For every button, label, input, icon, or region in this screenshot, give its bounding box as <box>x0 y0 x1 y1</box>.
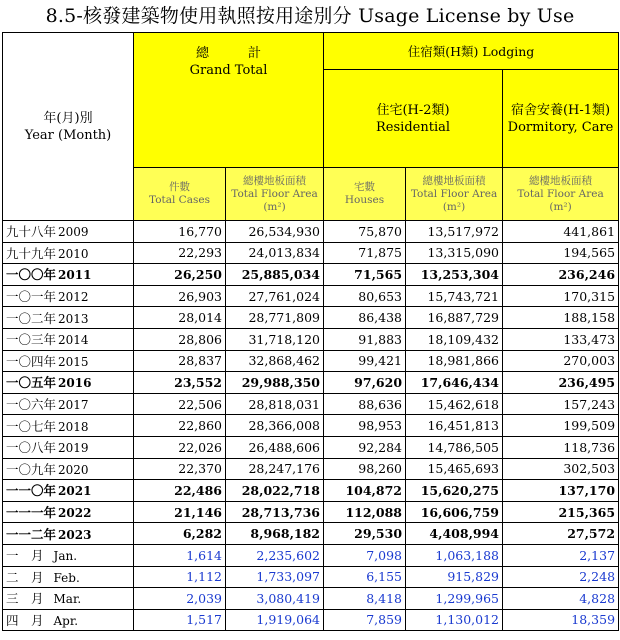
dormitory-zh: 宿舍安養(H-1類) <box>510 102 611 118</box>
row-label-zh: 一〇二年 <box>6 310 57 326</box>
cell-dorm-area: 18,359 <box>503 609 619 631</box>
row-label <box>3 393 134 415</box>
table-row <box>3 588 619 610</box>
grand-total-en: Grand Total <box>189 63 268 78</box>
cell-res-area: 16,451,813 <box>406 415 503 437</box>
row-label-zh: 九十九年 <box>6 245 57 261</box>
dormitory-header <box>503 70 619 168</box>
grand-total-zh: 總 計 <box>196 46 262 61</box>
dormitory-en: Dormitory, Care <box>507 119 614 135</box>
cell-res-area: 16,606,759 <box>406 501 503 523</box>
row-label-en: 2016 <box>58 376 92 391</box>
table-row <box>3 372 619 394</box>
cell-dorm-area: 4,828 <box>503 588 619 610</box>
cell-houses: 99,421 <box>324 350 406 372</box>
row-label <box>3 458 134 480</box>
cell-area: 28,818,031 <box>226 393 324 415</box>
cell-cases: 22,370 <box>134 458 226 480</box>
row-label-en: 2009 <box>58 225 89 240</box>
cell-houses: 91,883 <box>324 328 406 350</box>
cell-houses: 97,620 <box>324 372 406 394</box>
row-label-zh: 九十八年 <box>6 224 57 240</box>
row-label-zh: 一〇六年 <box>6 397 57 413</box>
cell-houses: 104,872 <box>324 480 406 502</box>
cell-houses: 8,418 <box>324 588 406 610</box>
table-row <box>3 544 619 566</box>
dorm-area-header <box>503 168 619 221</box>
dorm-area-en: Total Floor Area <box>517 187 604 200</box>
row-label <box>3 372 134 394</box>
cell-area: 25,885,034 <box>226 264 324 286</box>
res-area-en: Total Floor Area <box>410 187 498 200</box>
cell-dorm-area: 194,565 <box>503 242 619 264</box>
cell-area: 2,235,602 <box>226 544 324 566</box>
cell-dorm-area: 133,473 <box>503 328 619 350</box>
cell-area: 3,080,419 <box>226 588 324 610</box>
cell-area: 27,761,024 <box>226 285 324 307</box>
cell-dorm-area: 199,509 <box>503 415 619 437</box>
cell-res-area: 1,299,965 <box>406 588 503 610</box>
cell-cases: 26,250 <box>134 264 226 286</box>
row-label-en: 2011 <box>58 268 92 283</box>
cell-cases: 1,517 <box>134 609 226 631</box>
row-label-zh: 一一二年 <box>6 526 57 542</box>
cell-area: 32,868,462 <box>226 350 324 372</box>
table-row <box>3 480 619 502</box>
row-label-en: 2018 <box>58 419 89 434</box>
cell-res-area: 15,465,693 <box>406 458 503 480</box>
cell-dorm-area: 137,170 <box>503 480 619 502</box>
cell-houses: 75,870 <box>324 221 406 243</box>
cell-dorm-area: 302,503 <box>503 458 619 480</box>
cell-area: 28,022,718 <box>226 480 324 502</box>
area-en: Total Floor Area <box>231 187 318 200</box>
table-row <box>3 566 619 588</box>
row-label <box>3 501 134 523</box>
cell-cases: 23,552 <box>134 372 226 394</box>
cell-res-area: 16,887,729 <box>406 307 503 329</box>
lodging-header: 住宿類(H類) Lodging <box>324 33 619 70</box>
table-row <box>3 264 619 286</box>
row-label-zh: 三 月 <box>6 591 44 607</box>
cell-res-area: 13,253,304 <box>406 264 503 286</box>
cases-en: Total Cases <box>149 194 210 206</box>
residential-en: Residential <box>376 119 451 135</box>
row-label <box>3 544 134 566</box>
cell-area: 26,488,606 <box>226 436 324 458</box>
year-header <box>3 33 134 221</box>
area-header <box>226 168 324 221</box>
cell-res-area: 1,063,188 <box>406 544 503 566</box>
row-label-en: 2012 <box>58 290 89 305</box>
page-title: 8.5-核發建築物使用執照按用途別分 Usage License by Use <box>45 5 575 27</box>
cell-houses: 98,260 <box>324 458 406 480</box>
cell-houses: 86,438 <box>324 307 406 329</box>
row-label-en: Mar. <box>53 592 82 607</box>
cell-cases: 6,282 <box>134 523 226 545</box>
cell-houses: 71,875 <box>324 242 406 264</box>
row-label <box>3 264 134 286</box>
table-row <box>3 436 619 458</box>
cell-dorm-area: 188,158 <box>503 307 619 329</box>
row-label-zh: 一一一年 <box>6 505 57 521</box>
table-row <box>3 523 619 545</box>
cell-cases: 22,860 <box>134 415 226 437</box>
cell-cases: 22,486 <box>134 480 226 502</box>
houses-header <box>324 168 406 221</box>
cell-cases: 16,770 <box>134 221 226 243</box>
row-label-zh: 一〇五年 <box>6 375 57 391</box>
cell-area: 1,919,064 <box>226 609 324 631</box>
cell-dorm-area: 236,246 <box>503 264 619 286</box>
cell-res-area: 14,786,505 <box>406 436 503 458</box>
cell-dorm-area: 170,315 <box>503 285 619 307</box>
cell-cases: 28,806 <box>134 328 226 350</box>
row-label-en: Apr. <box>53 613 79 628</box>
row-label-en: 2022 <box>58 506 92 521</box>
row-label <box>3 221 134 243</box>
cell-area: 29,988,350 <box>226 372 324 394</box>
cell-dorm-area: 270,003 <box>503 350 619 372</box>
row-label <box>3 415 134 437</box>
cell-res-area: 13,517,972 <box>406 221 503 243</box>
row-label-zh: 一〇四年 <box>6 353 57 369</box>
cell-res-area: 1,130,012 <box>406 609 503 631</box>
row-label-en: Feb. <box>53 570 80 585</box>
houses-zh: 宅數 <box>354 181 376 193</box>
cell-dorm-area: 236,495 <box>503 372 619 394</box>
res-area-zh: 總樓地板面積 <box>422 174 486 187</box>
row-label-zh: 一〇七年 <box>6 418 57 434</box>
row-label <box>3 566 134 588</box>
cell-res-area: 18,981,866 <box>406 350 503 372</box>
row-label-zh: 一〇一年 <box>6 289 57 305</box>
residential-header <box>324 70 503 168</box>
cell-cases: 22,506 <box>134 393 226 415</box>
row-label-en: 2013 <box>58 311 89 326</box>
cell-houses: 112,088 <box>324 501 406 523</box>
cell-area: 28,771,809 <box>226 307 324 329</box>
table-row <box>3 458 619 480</box>
cell-res-area: 4,408,994 <box>406 523 503 545</box>
cell-area: 8,968,182 <box>226 523 324 545</box>
cell-area: 28,247,176 <box>226 458 324 480</box>
table-row <box>3 609 619 631</box>
cell-res-area: 13,315,090 <box>406 242 503 264</box>
cell-cases: 2,039 <box>134 588 226 610</box>
cell-area: 28,713,736 <box>226 501 324 523</box>
row-label-en: 2017 <box>58 398 89 413</box>
cell-dorm-area: 27,572 <box>503 523 619 545</box>
table-row <box>3 242 619 264</box>
cell-dorm-area: 2,248 <box>503 566 619 588</box>
row-label <box>3 242 134 264</box>
residential-zh: 住宅(H-2類) <box>376 102 450 118</box>
cell-res-area: 915,829 <box>406 566 503 588</box>
row-label <box>3 480 134 502</box>
row-label-zh: 一一〇年 <box>6 483 57 499</box>
cell-res-area: 15,620,275 <box>406 480 503 502</box>
row-label-en: Jan. <box>53 549 78 564</box>
cell-res-area: 15,743,721 <box>406 285 503 307</box>
cell-cases: 21,146 <box>134 501 226 523</box>
houses-en: Houses <box>344 194 385 206</box>
dorm-area-unit: (m²) <box>549 200 572 213</box>
cell-houses: 7,098 <box>324 544 406 566</box>
area-zh: 總樓地板面積 <box>243 174 306 187</box>
cell-dorm-area: 157,243 <box>503 393 619 415</box>
cell-houses: 6,155 <box>324 566 406 588</box>
table-row <box>3 415 619 437</box>
res-area-unit: (m²) <box>442 200 466 213</box>
cell-area: 28,366,008 <box>226 415 324 437</box>
row-label-en: 2014 <box>58 333 89 348</box>
cell-dorm-area: 2,137 <box>503 544 619 566</box>
cell-dorm-area: 441,861 <box>503 221 619 243</box>
row-label <box>3 588 134 610</box>
row-label-en: 2021 <box>58 484 92 499</box>
cell-area: 1,733,097 <box>226 566 324 588</box>
cell-houses: 71,565 <box>324 264 406 286</box>
row-label-zh: 一〇八年 <box>6 440 57 456</box>
cell-houses: 7,859 <box>324 609 406 631</box>
cell-dorm-area: 118,736 <box>503 436 619 458</box>
cell-cases: 1,614 <box>134 544 226 566</box>
cell-area: 24,013,834 <box>226 242 324 264</box>
table-row <box>3 307 619 329</box>
year-header-zh: 年(月)別 <box>43 110 93 126</box>
table-row <box>3 501 619 523</box>
row-label-en: 2015 <box>58 354 89 369</box>
cases-zh: 件數 <box>169 181 190 193</box>
cell-cases: 28,837 <box>134 350 226 372</box>
grand-total-header <box>134 33 324 168</box>
cell-houses: 98,953 <box>324 415 406 437</box>
year-header-en: Year (Month) <box>24 127 112 143</box>
row-label <box>3 523 134 545</box>
dorm-area-zh: 總樓地板面積 <box>529 174 593 187</box>
cell-cases: 26,903 <box>134 285 226 307</box>
cell-houses: 80,653 <box>324 285 406 307</box>
cell-cases: 22,293 <box>134 242 226 264</box>
table-row <box>3 285 619 307</box>
row-label <box>3 350 134 372</box>
usage-license-table <box>2 32 619 631</box>
row-label-en: 2010 <box>58 246 89 261</box>
cases-header <box>134 168 226 221</box>
row-label-en: 2023 <box>58 527 92 542</box>
cell-cases: 22,026 <box>134 436 226 458</box>
row-label <box>3 609 134 631</box>
row-label-zh: 一〇〇年 <box>6 267 57 283</box>
cell-area: 26,534,930 <box>226 221 324 243</box>
cell-cases: 28,014 <box>134 307 226 329</box>
cell-houses: 88,636 <box>324 393 406 415</box>
row-label <box>3 436 134 458</box>
row-label-zh: 一 月 <box>6 548 44 564</box>
row-label-zh: 一〇三年 <box>6 332 57 348</box>
cell-cases: 1,112 <box>134 566 226 588</box>
row-label-zh: 四 月 <box>6 612 44 628</box>
cell-res-area: 17,646,434 <box>406 372 503 394</box>
cell-houses: 92,284 <box>324 436 406 458</box>
cell-dorm-area: 215,365 <box>503 501 619 523</box>
table-row <box>3 393 619 415</box>
cell-houses: 29,530 <box>324 523 406 545</box>
table-row <box>3 221 619 243</box>
res-area-header <box>406 168 503 221</box>
row-label <box>3 328 134 350</box>
row-label-en: 2020 <box>58 462 89 477</box>
cell-res-area: 18,109,432 <box>406 328 503 350</box>
row-label-zh: 二 月 <box>6 569 44 585</box>
row-label <box>3 307 134 329</box>
row-label-zh: 一〇九年 <box>6 461 57 477</box>
cell-area: 31,718,120 <box>226 328 324 350</box>
table-row <box>3 328 619 350</box>
row-label <box>3 285 134 307</box>
area-unit: (m²) <box>263 200 286 213</box>
row-label-en: 2019 <box>58 441 89 456</box>
cell-res-area: 15,462,618 <box>406 393 503 415</box>
table-row <box>3 350 619 372</box>
